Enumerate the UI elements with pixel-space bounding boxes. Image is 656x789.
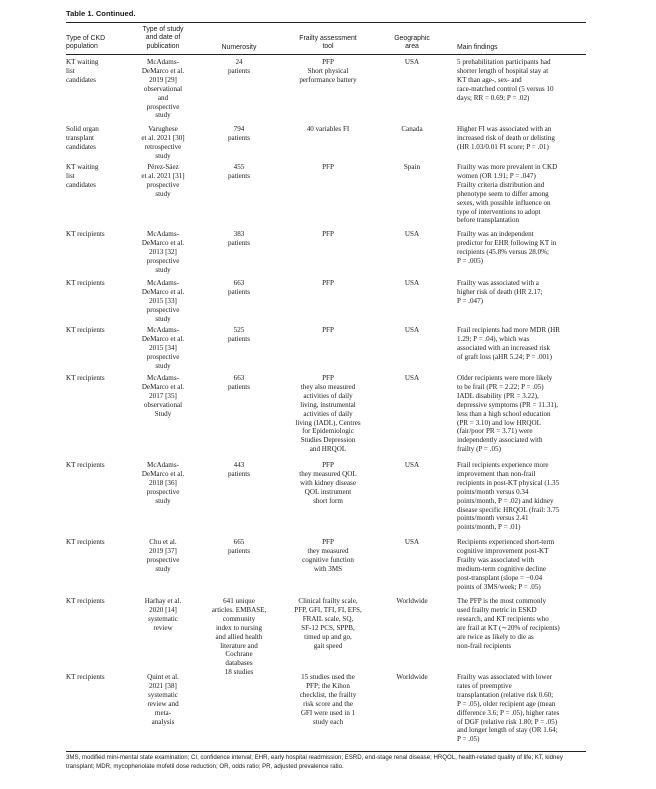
table-caption: Table 1. Continued. (66, 9, 136, 18)
cell-numerosity: 455 patients (227, 163, 251, 180)
cell-numerosity: 794 patients (227, 125, 251, 142)
cell-numerosity: 665 patients (227, 538, 251, 555)
cell-study: Quint et al. 2021 [38] systematic review and meta- analysis (147, 673, 179, 726)
cell-numerosity: 663 patients (227, 279, 251, 296)
cell-area: USA (404, 230, 420, 238)
cell-area: USA (404, 374, 420, 382)
cell-findings: Older recipients were more likely to be frail (PR = 2.22; P = .05) IADL disability (PR = 3.22), depressive symptoms (PR = 11.31), less than a high school education (PR = 3.10) and low HRQOL (fair/poor PR = 3.71) were independently associated with frailty (P = .05) (457, 374, 559, 454)
cell-findings: Higher FI was associated with an increased risk of death or delisting (HR 1.03/0.01 FI score; P = .01) (457, 125, 555, 151)
header-tool: Frailty assessment tool (299, 35, 357, 51)
header-findings: Main findings (457, 44, 498, 51)
cell-study: Harhay et al. 2020 [14] systematic review (144, 597, 182, 632)
cell-tool: PFP they also measured activities of daily living, instrumental activities of daily living (IADL), Centres for Epidemiologic Studies Depression and HRQOL (295, 374, 361, 454)
cell-tool: PFP (322, 326, 334, 334)
cell-study: McAdams- DeMarco et al. 2015 [33] prospective study (141, 279, 185, 323)
cell-population: KT recipients (66, 279, 105, 287)
cell-tool: 15 studies used the PFP; the Kihon checklist, the frailty risk score and the GFI were used in 1 study each (299, 673, 357, 726)
cell-area: Worldwide (396, 597, 428, 605)
cell-findings: 5 prehabilitation participants had shorter length of hospital stay at KT than age-, sex- and race-matched control (5 versus 10 days; RR = 0.69; P = .02) (457, 58, 554, 102)
table-bottom-rule (66, 751, 586, 752)
cell-study: McAdams- DeMarco et al. 2013 [32] prospective study (141, 230, 185, 274)
header-area: Geographic area (394, 35, 430, 51)
cell-area: USA (404, 326, 420, 334)
cell-tool: PFP they measured QOL with kidney disease QOL instrument short form (299, 461, 357, 505)
cell-area: Spain (403, 163, 421, 171)
table-header-rule (66, 54, 586, 55)
cell-numerosity: 663 patients (227, 374, 251, 391)
header-numerosity: Numerosity (221, 44, 257, 51)
cell-study: Pérez-Sáez et al. 2021 [31] prospective study (141, 163, 185, 198)
cell-population: Solid organ transplant candidates (66, 125, 99, 151)
cell-numerosity: 443 patients (227, 461, 251, 478)
cell-tool: 40 variables FI (306, 125, 350, 133)
cell-tool: Clinical frailty scale, PFP, GFI, TFI, FI, EFS, FRAIL scale, SQ, SF-12 PCS, SPPB, timed up and go, gait speed (294, 597, 362, 650)
cell-findings: Frail recipients experience more improvement than non-frail recipients in post-KT physical (1.35 points/month versus 0.34 points/month, P = .02) and kidney disease specific HRQOL (frail: 3.75 points/month versus 2.41 points/month, P = .01) (457, 461, 560, 532)
cell-tool: PFP Short physical performance battery (299, 58, 357, 84)
cell-area: USA (404, 58, 420, 66)
cell-numerosity: 641 unique articles. EMBASE, community index to nursing and allied health literature and Cochrane databases 18 studies (211, 597, 267, 677)
cell-population: KT recipients (66, 374, 105, 382)
cell-population: KT recipients (66, 461, 105, 469)
cell-study: McAdams- DeMarco et al. 2015 [34] prospective study (141, 326, 185, 370)
cell-area: USA (404, 538, 420, 546)
header-study: Type of study and date of publication (142, 26, 184, 50)
cell-findings: Frail recipients had more MDR (HR 1.29; P = .04), which was associated with an increased risk of graft loss (aHR 5.24; P = .001) (457, 326, 561, 361)
cell-study: McAdams- DeMarco et al. 2019 [29] observational and prospective study (141, 58, 185, 120)
header-population: Type of CKD population (66, 35, 106, 51)
table-top-rule (66, 22, 586, 23)
cell-numerosity: 383 patients (227, 230, 251, 247)
cell-findings: Frailty was an independent predictor for EHR following KT in recipients (45.8% versus 28.0%; P = .005) (457, 230, 557, 265)
cell-area: Canada (401, 125, 423, 133)
cell-population: KT waiting list candidates (66, 163, 99, 189)
cell-findings: Frailty was associated with lower rates of preemptive transplantation (relative risk 0.60; P = .05), older recipient age (mean difference 3.6; P = .05), higher rates of DGF (relative risk 1.80; P = .05) and longer length of stay (OR 1.64; P = .05) (457, 673, 560, 744)
cell-tool: PFP they measured cognitive function with 3MS (302, 538, 354, 573)
cell-population: KT recipients (66, 326, 105, 334)
cell-study: McAdams- DeMarco et al. 2018 [36] prospective study (141, 461, 185, 505)
cell-population: KT recipients (66, 597, 105, 605)
cell-population: KT recipients (66, 230, 105, 238)
cell-findings: Frailty was associated with a higher risk of death (HR 2.17; P = .047) (457, 279, 543, 305)
cell-findings: Frailty was more prevalent in CKD women (OR 1.91; P = .047) Frailty criteria distribution and phenotype seem to differ among sexes, with possible influence on type of interventions to adopt before transplantation (457, 163, 558, 225)
cell-study: Varughese et al. 2021 [30] retrospective study (141, 125, 185, 160)
cell-study: McAdams- DeMarco et al. 2017 [35] observational Study (141, 374, 185, 418)
cell-numerosity: 24 patients (227, 58, 251, 75)
cell-population: KT waiting list candidates (66, 58, 99, 84)
cell-tool: PFP (322, 163, 334, 171)
cell-population: KT recipients (66, 538, 105, 546)
cell-findings: Recipients experienced short-term cognitive improvement post-KT Frailty was associated with medium-term cognitive decline post-transplant (slope = −0.04 points of 3MS/week; P = .05) (457, 538, 555, 591)
table-footnote: 3MS, modified mini-mental state examination; CI, confidence interval; EHR, early hospital readmission; ESRD, end-stage renal disease; HRQOL, health-related quality of life; KT, kidney transplant; MDR, mycophenolate mofetil dose reduction; OR, odds ratio; PR, adjusted prevalence ratio. (66, 754, 563, 770)
cell-population: KT recipients (66, 673, 105, 681)
cell-area: Worldwide (396, 673, 428, 681)
cell-tool: PFP (322, 230, 334, 238)
cell-tool: PFP (322, 279, 334, 287)
cell-area: USA (404, 461, 420, 469)
cell-area: USA (404, 279, 420, 287)
cell-numerosity: 525 patients (227, 326, 251, 343)
cell-findings: The PFP is the most commonly used frailty metric in ESKD research, and KT recipients who are frail at KT (∼20% of recipients) are twice as likely to die as non-frail recipients (457, 597, 560, 650)
cell-study: Chu et al. 2019 [37] prospective study (146, 538, 180, 573)
